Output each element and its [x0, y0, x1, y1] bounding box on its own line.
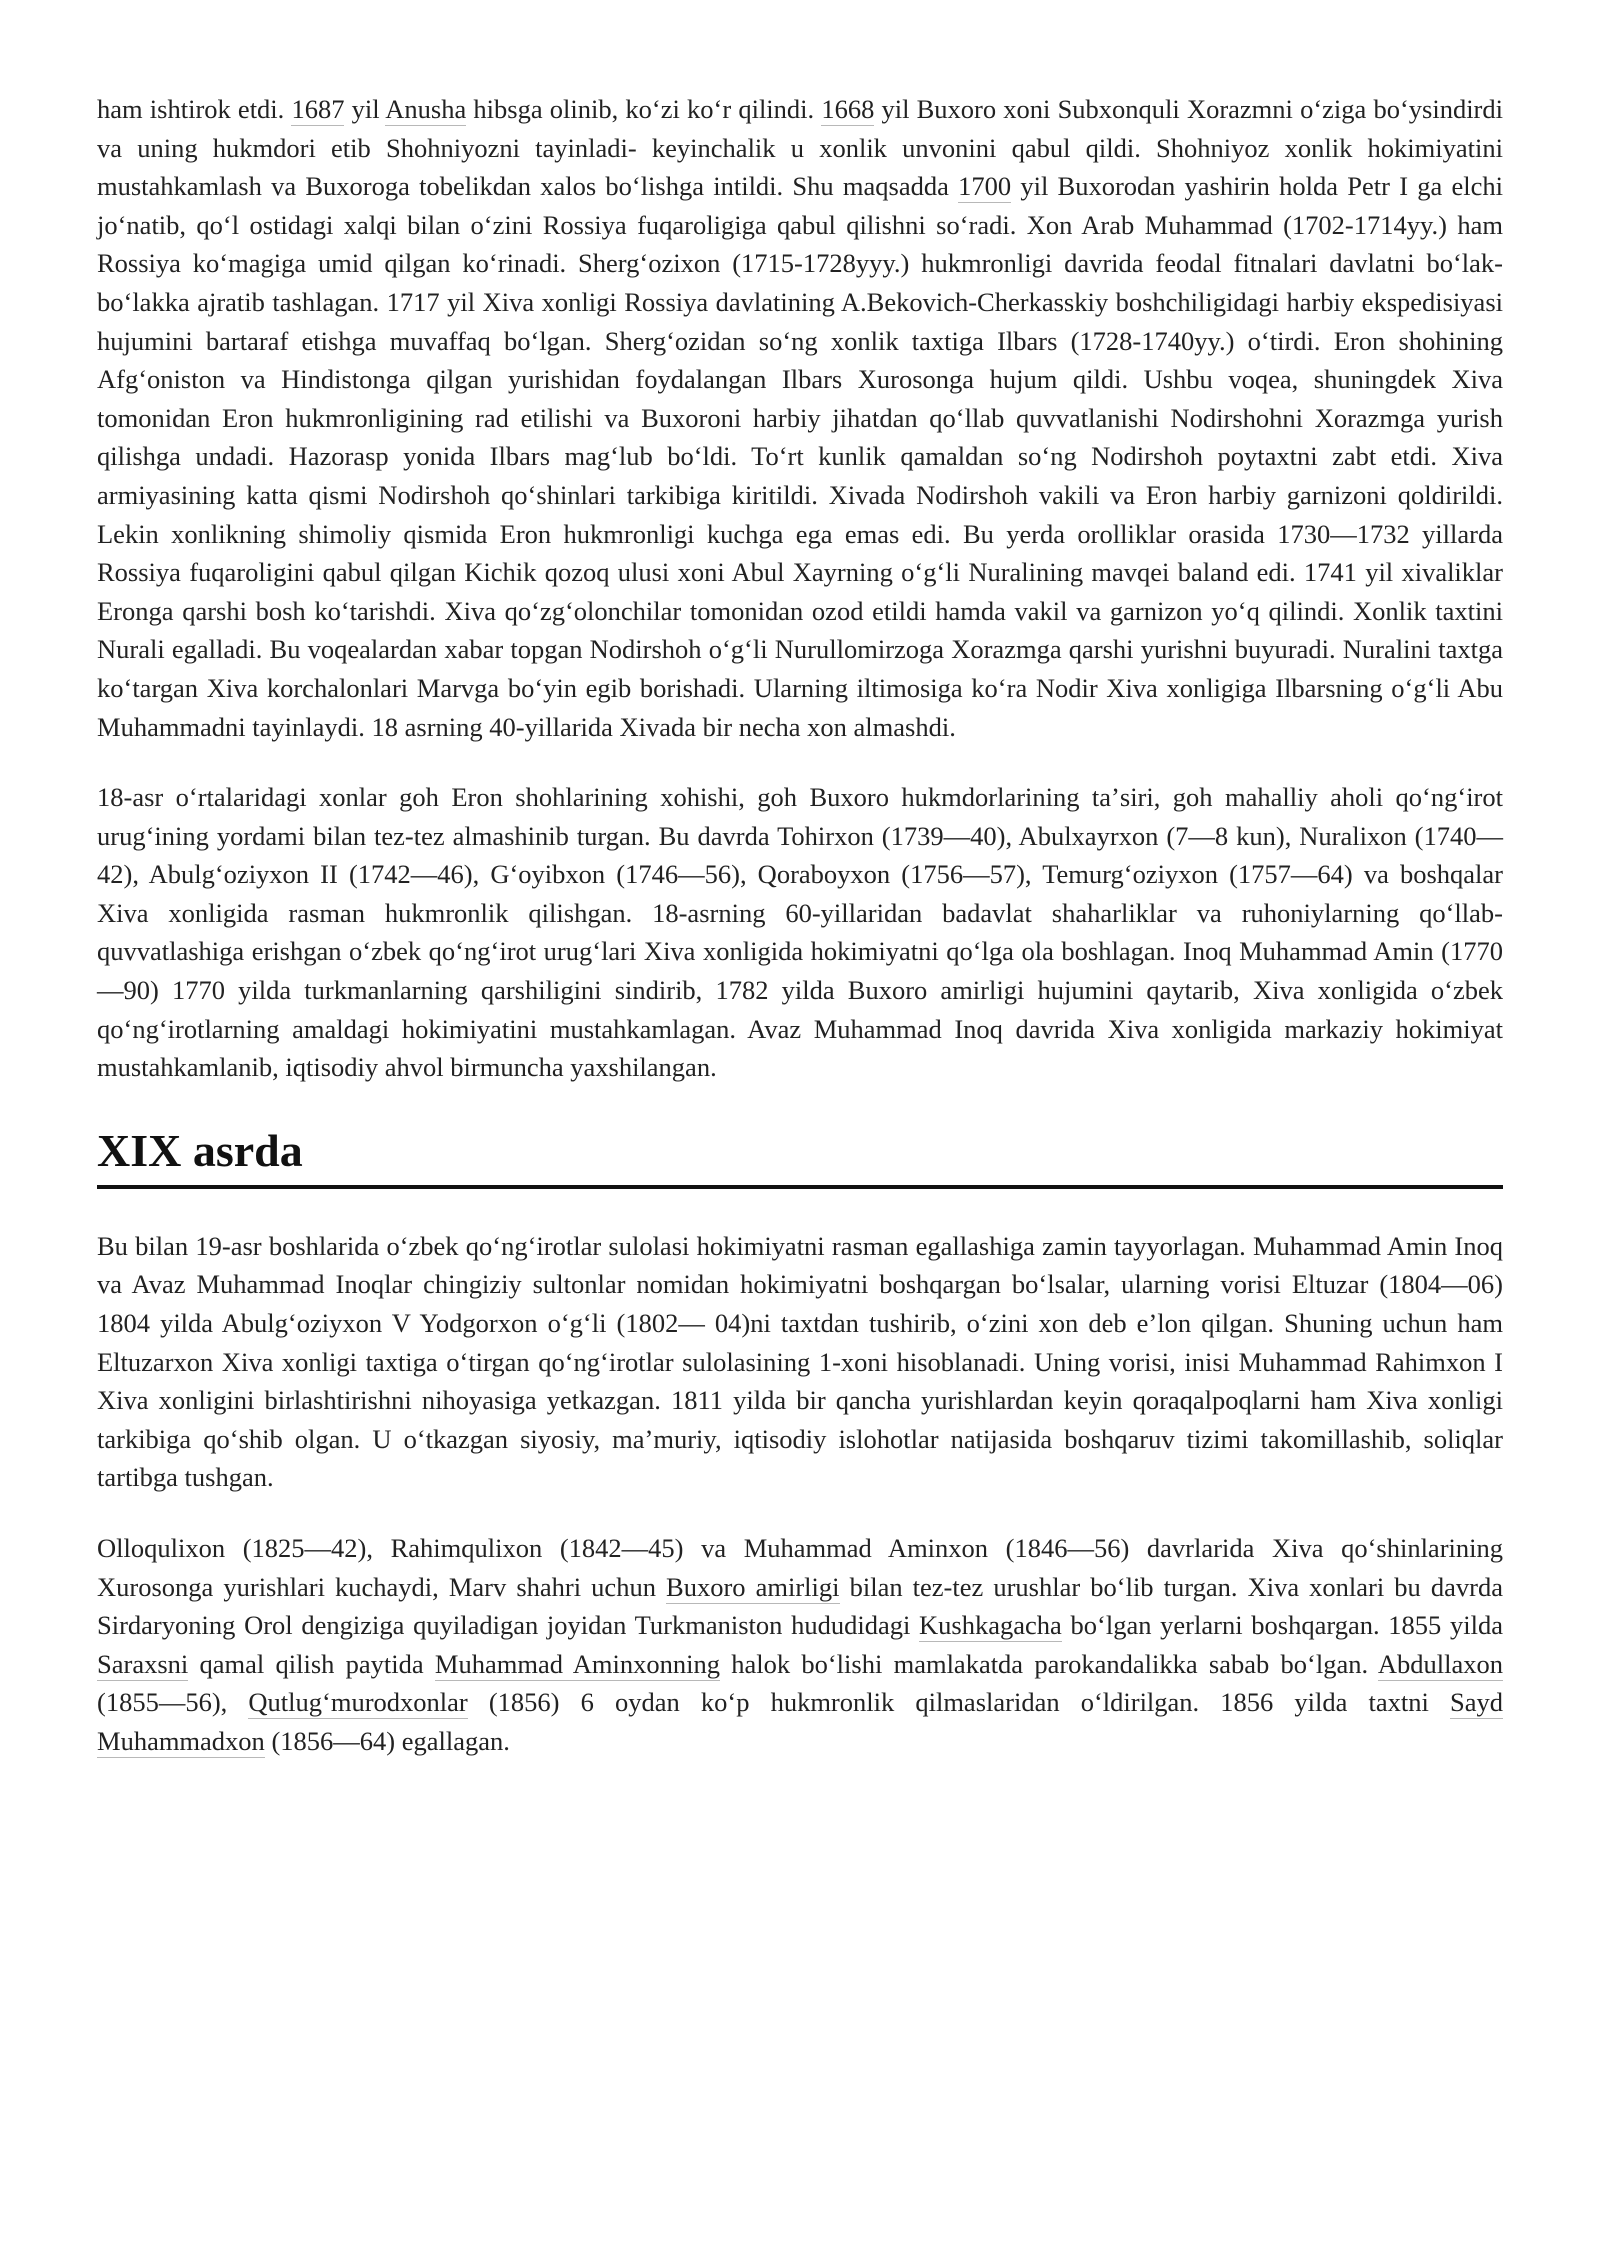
text-span: ham ishtirok etdi. [97, 94, 292, 124]
link-kushkagacha[interactable]: Kushkagacha [919, 1610, 1062, 1641]
text-span: qamal qilish paytida [188, 1648, 435, 1679]
article-body [97, 90, 1503, 1761]
text-span: yil [344, 94, 386, 124]
text-span: halok boʻlishi mamlakatda parokandalikka sabab boʻlgan. [719, 1648, 1378, 1679]
paragraph-mid-18th-century-khans: 18-asr oʻrtalaridagi xonlar goh Eron shohlarining xohishi, goh Buxoro hukmdorlarining taʼsiri, goh mahalliy aholi qoʻngʻirot urugʻining yordami bilan tez-tez almashinib turgan. Bu davrda Tohirxon (1739—40), Abulxayrxon (7—8 kun), Nuralixon (1740—42), Abulgʻoziyxon II (1742—46), Gʻoyibxon (1746—56), Qoraboyxon (1756—57), Temurgʻoziyxon (1757—64) va boshqalar Xiva xonligida rasman hukmronlik qilishgan. 18-asrning 60-yillaridan badavlat shaharliklar va ruhoniylarning qoʻllab-quvvatlashiga erishgan oʻzbek qoʻngʻirot urugʻlari Xiva xonligida hokimiyatni qoʻlga ola boshlagan. Inoq Muhammad Amin (1770—90) 1770 yilda turkmanlarning qarshiligini sindirib, 1782 yilda Buxoro amirligi hujumini qaytarib, Xiva xonligida oʻzbek qoʻngʻirotlarning amaldagi hokimiyatini mustahkamlagan. Avaz Muhammad Inoq davrida Xiva xonligida markaziy hokimiyat mustahkamlanib, iqtisodiy ahvol birmuncha yaxshilangan. [97, 782, 1503, 1083]
link-abdullaxon[interactable]: Abdullaxon [1377, 1648, 1503, 1679]
text-span: bilan tez-tez urushlar boʻlib turgan. Xiva xonlari bu davrda Sirdaryoning Orol dengiziga quyiladigan joyidan Turkmaniston hududidagi [97, 1571, 1503, 1641]
text-span: boʻlgan yerlarni boshqargan. 1855 yilda [1061, 1610, 1503, 1641]
link-qutlugmurodxonlar[interactable]: Qutlugʻmurodxonlar [248, 1687, 468, 1718]
paragraph-qongirat-dynasty: Bu bilan 19-asr boshlarida oʻzbek qoʻngʻirotlar sulolasi hokimiyatni rasman egallashiga zamin tayyorlagan. Muhammad Amin Inoq va Avaz Muhammad Inoqlar chingiziy sultonlar nomidan hokimiyatni boshqargan boʻlsalar, ularning vorisi Eltuzar (1804—06) 1804 yilda Abulgʻoziyxon V Yodgorxon oʻgʻli (1802— 04)ni taxtdan tushirib, oʻzini xon deb eʼlon qilgan. Shuning uchun ham Eltuzarxon Xiva xonligi taxtiga oʻtirgan qoʻngʻirotlar sulolasining 1-xoni hisoblanadi. Uning vorisi, inisi Muhammad Rahimxon I Xiva xonligini birlashtirishni nihoyasiga yetkazgan. 1811 yilda bir qancha yurishlardan keyin qoraqalpoqlarni ham Xiva xonligi tarkibiga qoʻshib olgan. U oʻtkazgan siyosiy, maʼmuriy, iqtisodiy islohotlar natijasida boshqaruv tizimi takomillashib, soliqlar tartibga tushgan. [97, 1230, 1503, 1493]
link-1687[interactable]: 1687 [291, 94, 345, 124]
link-anusha[interactable]: Anusha [385, 94, 467, 124]
section-heading-xix-asrda: XIX asrda [97, 1121, 1503, 1189]
text-span: yil Buxoro xoni Subxonquli Xorazmni oʻziga boʻysindirdi va uning hukmdori etib Shohniyozni tayinladi- keyinchalik u xonlik unvonini qabul qildi. Shohniyoz xonlik hokimiyatini mustahkamlash va Buxoroga tobelikdan xalos boʻlishga intildi. Shu maqsadda [97, 94, 1503, 202]
text-span: (1855—56), [97, 1687, 249, 1718]
text-span: (1856) 6 oydan koʻp hukmronlik qilmaslaridan oʻldirilgan. 1856 yilda taxtni [467, 1687, 1450, 1718]
link-1668[interactable]: 1668 [821, 94, 875, 124]
link-sayd-muhammadxon[interactable]: Sayd Muhammadxon [97, 1687, 1503, 1756]
link-buxoro-amirligi[interactable]: Buxoro amirligi [666, 1571, 840, 1602]
paragraph-19th-century-khans [97, 1529, 1503, 1761]
link-1700[interactable]: 1700 [958, 171, 1012, 202]
text-span: (1856—64) egallagan. [264, 1725, 510, 1756]
text-span: Olloqulixon (1825—42), Rahimqulixon (1842—45) va Muhammad Aminxon (1846—56) davrlarida Xiva qoʻshinlarining Xurosonga yurishlari kuchaydi, Marv shahri uchun [97, 1533, 1503, 1602]
paragraph-khiva-17-18th-century [97, 90, 1503, 746]
link-muhammad-aminxonning[interactable]: Muhammad Aminxonning [434, 1648, 720, 1679]
link-saraxsni[interactable]: Saraxsni [97, 1648, 189, 1679]
text-span: yil Buxorodan yashirin holda Petr I ga elchi joʻnatib, qoʻl ostidagi xalqi bilan oʻzini Rossiya fuqaroligiga qabul qilishni soʻradi. Xon Arab Muhammad (1702-1714yy.) ham Rossiya koʻmagiga umid qilgan koʻrinadi. Shergʻozixon (1715-1728yyy.) hukmronligi davrida feodal fitnalari davlatni boʻlak-boʻlakka ajratib tashlagan. 1717 yil Xiva xonligi Rossiya davlatining A.Bekovich-Cherkasskiy boshchiligidagi harbiy ekspedisiyasi hujumini bartaraf etishga muvaffaq boʻlgan. Shergʻozidan soʻng xonlik taxtiga Ilbars (1728-1740yy.) oʻtirdi. Eron shohining Afgʻoniston va Hindistonga qilgan yurishidan foydalangan Ilbars Xurosonga hujum qildi. Ushbu voqea, shuningdek Xiva tomonidan Eron hukmronligining rad etilishi va Buxoroni harbiy jihatdan qoʻllab quvvatlanishi Nodirshohni Xorazmga yurish qilishga undadi. Hazorasp yonida Ilbars magʻlub boʻldi. Toʻrt kunlik qamaldan soʻng Nodirshoh poytaxtni zabt etdi. Xiva armiyasining katta qismi Nodirshoh qoʻshinlari tarkibiga kiritildi. Xivada Nodirshoh vakili va Eron harbiy garnizoni qoldirildi. Lekin xonlikning shimoliy qismida Eron hukmronligi kuchga ega emas edi. Bu yerda orolliklar orasida 1730—1732 yillarda Rossiya fuqaroligini qabul qilgan Kichik qozoq ulusi xoni Abul Xayrning oʻgʻli Nuralining mavqei baland edi. 1741 yil xivaliklar Eronga qarshi bosh koʻtarishdi. Xiva qoʻzgʻolonchilar tomonidan ozod etildi hamda vakil va garnizon yoʻq qilindi. Xonlik taxtini Nurali egalladi. Bu voqealardan xabar topgan Nodirshoh oʻgʻli Nurullomirzoga Xorazmga qarshi yurishni buyuradi. Nuralini taxtga koʻtargan Xiva korchalonlari Marvga boʻyin egib borishadi. Ularning iltimosiga koʻra Nodir Xiva xonligiga Ilbarsning oʻgʻli Abu Muhammadni tayinlaydi. 18 asrning 40-yillarida Xivada bir necha xon almashdi. [97, 171, 1503, 742]
text-span: hibsga olinib, koʻzi koʻr qilindi. [466, 94, 822, 124]
